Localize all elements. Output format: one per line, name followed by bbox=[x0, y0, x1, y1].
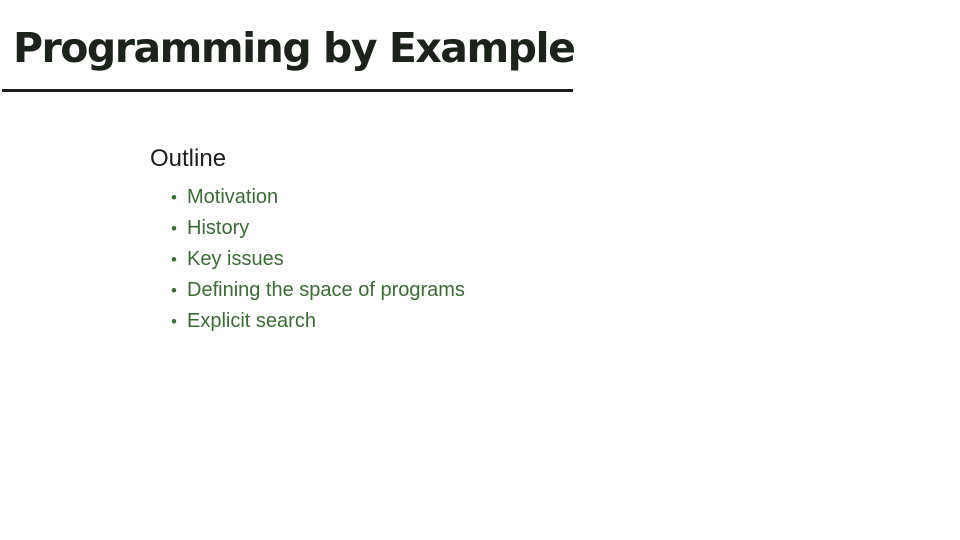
outline-item bbox=[150, 306, 465, 337]
outline-item bbox=[150, 182, 465, 213]
outline-item-label: Key issues bbox=[187, 248, 284, 270]
bullet-icon: • bbox=[171, 250, 177, 269]
title-underline bbox=[2, 89, 573, 92]
outline-item-label: History bbox=[187, 217, 250, 239]
outline-list bbox=[150, 182, 465, 337]
bullet-icon: • bbox=[171, 312, 177, 331]
slide-title: Programming by Example bbox=[13, 24, 575, 72]
bullet-icon: • bbox=[171, 281, 177, 300]
bullet-icon: • bbox=[171, 219, 177, 238]
outline-section bbox=[150, 145, 465, 337]
outline-heading: Outline bbox=[150, 145, 227, 172]
outline-item-label: Motivation bbox=[187, 186, 279, 208]
outline-item bbox=[150, 275, 465, 306]
outline-item-label: Defining the space of programs bbox=[187, 279, 465, 301]
outline-item-label: Explicit search bbox=[187, 310, 316, 332]
outline-item bbox=[150, 244, 465, 275]
bullet-icon: • bbox=[171, 188, 177, 207]
outline-item bbox=[150, 213, 465, 244]
